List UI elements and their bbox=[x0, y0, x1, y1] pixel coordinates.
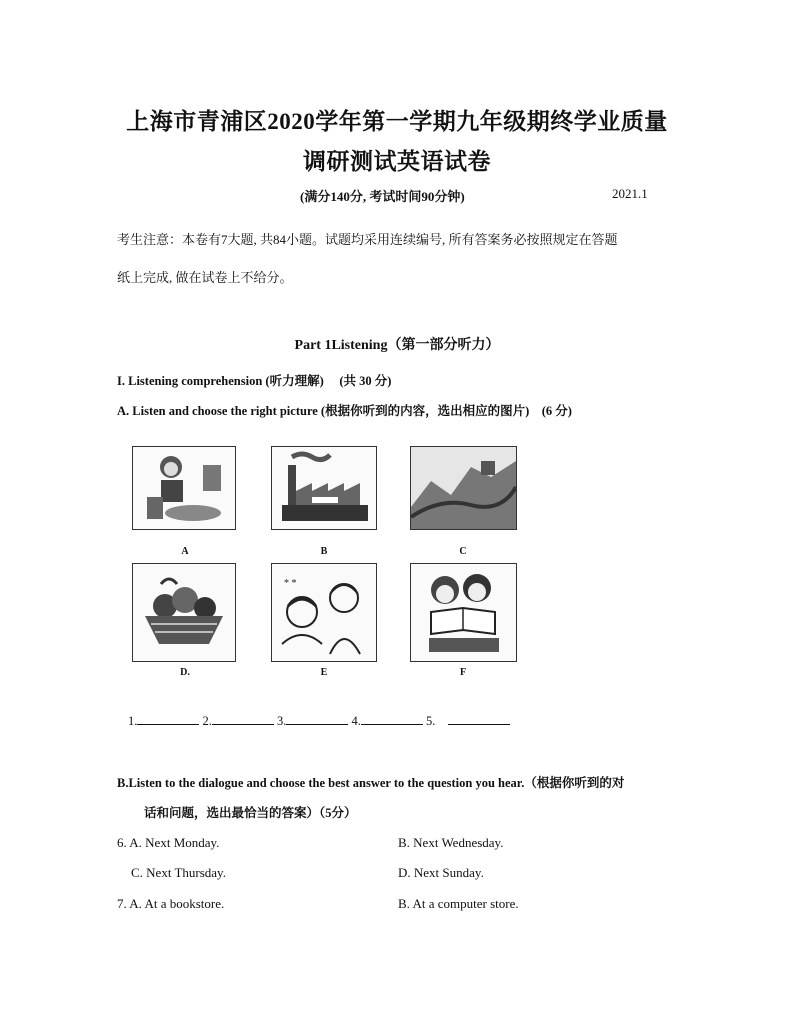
picture-e bbox=[271, 563, 377, 662]
exam-subtitle: (满分140分, 考试时间90分钟) bbox=[300, 189, 465, 204]
notice-line1: 考生注意：本卷有7大题, 共84小题。试题均采用连续编号, 所有答案务必按照规定在答题 bbox=[117, 232, 618, 247]
exam-title-line1: 上海市青浦区2020学年第一学期九年级期终学业质量 bbox=[126, 109, 668, 134]
girl-with-cake-icon bbox=[133, 447, 235, 529]
section-b-heading-line1: B.Listen to the dialogue and choose the best answer to the question you hear.（根据你听到的对 bbox=[117, 776, 625, 790]
two-girls-reading-icon bbox=[411, 564, 516, 661]
blank-number: 2. bbox=[202, 714, 212, 728]
exam-date: 2021.1 bbox=[612, 186, 648, 201]
question-6-option-d: D. Next Sunday. bbox=[398, 865, 484, 880]
answer-blank-3[interactable] bbox=[286, 713, 348, 725]
blank-number: 5. bbox=[426, 714, 436, 728]
blank-number: 1. bbox=[128, 714, 138, 728]
section-a-heading: A. Listen and choose the right picture (根据你听到的内容，选出相应的图片) (6 分) bbox=[117, 404, 572, 418]
answer-blank-5[interactable] bbox=[448, 713, 510, 725]
section-b-heading-line2: 话和问题，选出最恰当的答案）（5分） bbox=[144, 806, 357, 820]
picture-e-label: E bbox=[320, 667, 328, 678]
question-7-option-b: B. At a computer store. bbox=[398, 896, 519, 911]
picture-f bbox=[410, 563, 517, 662]
factory-smoke-icon bbox=[272, 447, 376, 529]
question-7-option-a: 7. A. At a bookstore. bbox=[117, 896, 225, 911]
blank-number: 4. bbox=[351, 714, 361, 728]
fruit-basket-icon bbox=[133, 564, 235, 661]
notice-line2: 纸上完成, 做在试卷上不给分。 bbox=[117, 270, 293, 285]
picture-b bbox=[271, 446, 377, 530]
picture-d bbox=[132, 563, 236, 662]
picture-d-label: D. bbox=[180, 667, 190, 678]
picture-a bbox=[132, 446, 236, 530]
picture-f-label: F bbox=[459, 667, 467, 678]
svg-text:* *: * * bbox=[284, 578, 297, 589]
section-1-heading: I. Listening comprehension (听力理解) (共 30 分) bbox=[117, 374, 392, 388]
question-6-option-a: 6. A. Next Monday. bbox=[117, 835, 220, 850]
exam-title-line2: 调研测试英语试卷 bbox=[303, 149, 491, 174]
question-6-option-c: C. Next Thursday. bbox=[131, 865, 226, 880]
sick-children-icon bbox=[272, 564, 376, 661]
answer-blank-2[interactable] bbox=[212, 713, 274, 725]
blank-number: 3. bbox=[277, 714, 287, 728]
picture-a-label: A bbox=[181, 546, 189, 557]
part1-title: Part 1Listening（第一部分听力） bbox=[294, 338, 500, 353]
question-6-option-b: B. Next Wednesday. bbox=[398, 835, 504, 850]
picture-c bbox=[410, 446, 517, 530]
great-wall-icon bbox=[411, 447, 516, 529]
picture-b-label: B bbox=[320, 546, 328, 557]
picture-c-label: C bbox=[459, 546, 467, 557]
answer-blank-1[interactable] bbox=[137, 713, 199, 725]
answer-blank-4[interactable] bbox=[361, 713, 423, 725]
answer-blanks bbox=[128, 713, 510, 729]
